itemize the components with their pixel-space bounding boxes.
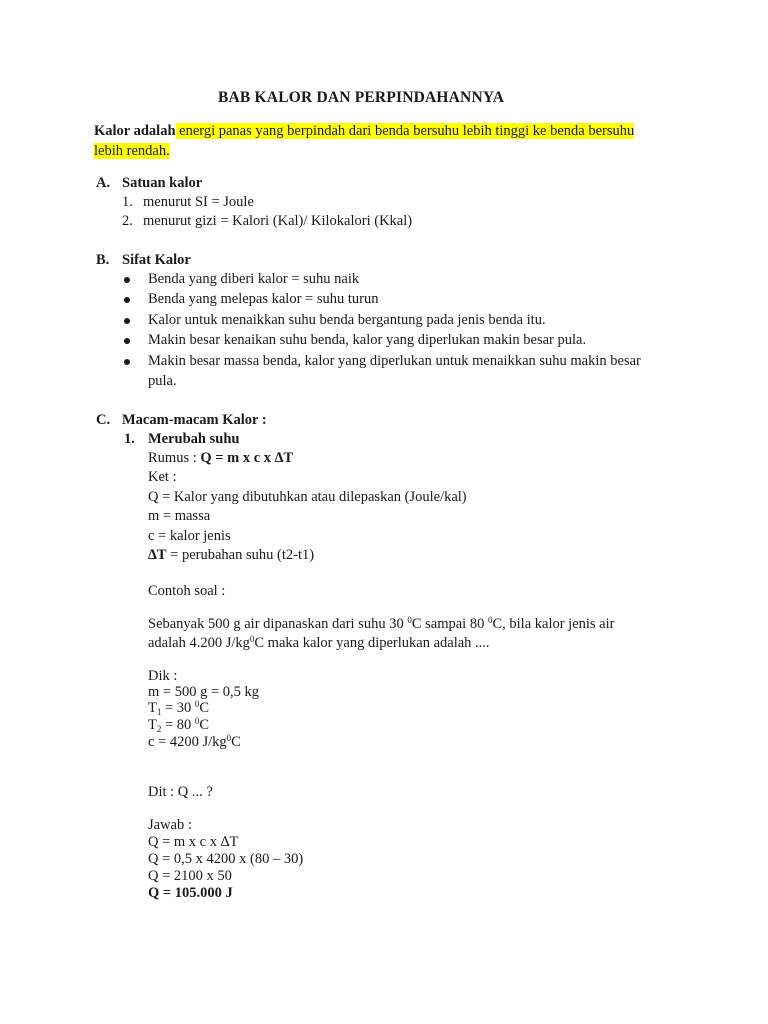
degree-sup: 0 bbox=[194, 699, 200, 709]
intro-line-1 bbox=[94, 123, 634, 140]
section-b-item-5-cont: pula. bbox=[148, 373, 177, 389]
section-b-heading: Sifat Kalor bbox=[122, 252, 191, 268]
section-b-item-1: Benda yang diberi kalor = suhu naik bbox=[148, 271, 360, 287]
ket-label: Ket : bbox=[148, 469, 177, 485]
degree-sup: 0 bbox=[249, 634, 255, 644]
jawab-step-1: Q = m x c x ∆T bbox=[148, 834, 239, 850]
dik-m: m = 500 g = 0,5 kg bbox=[148, 684, 260, 700]
bullet-icon bbox=[124, 318, 130, 324]
unit: C bbox=[231, 734, 241, 750]
dik-value: c = 4200 J/kg bbox=[148, 734, 227, 750]
ket-q: Q = Kalor yang dibutuhkan atau dilepaskan (Joule/kal) bbox=[148, 489, 467, 505]
jawab-step-3: Q = 2100 x 50 bbox=[148, 868, 232, 884]
section-a-item-2-num: 2. bbox=[122, 213, 133, 229]
dik-value: = 80 bbox=[161, 717, 195, 733]
dik-t1 bbox=[148, 700, 209, 717]
section-a-heading: Satuan kalor bbox=[122, 175, 203, 191]
jawab-step-2: Q = 0,5 x 4200 x (80 – 30) bbox=[148, 851, 304, 867]
subscript: 1 bbox=[156, 707, 162, 717]
ket-dt-text: = perubahan suhu (t2-t1) bbox=[166, 547, 315, 563]
section-a-item-1-num: 1. bbox=[122, 194, 133, 210]
dik-t-symbol: T bbox=[148, 700, 157, 716]
section-c-marker: C. bbox=[96, 412, 111, 428]
ket-m: m = massa bbox=[148, 508, 211, 524]
intro-definition-2: lebih rendah. bbox=[94, 143, 170, 159]
page-title: BAB KALOR DAN PERPINDAHANNYA bbox=[218, 89, 505, 106]
section-b-marker: B. bbox=[96, 252, 110, 268]
degree-sup: 0 bbox=[194, 716, 200, 726]
contoh-soal-label: Contoh soal : bbox=[148, 583, 226, 599]
soal-line-2 bbox=[148, 635, 490, 652]
ket-c: c = kalor jenis bbox=[148, 528, 231, 544]
jawab-result: Q = 105.000 J bbox=[148, 885, 233, 901]
soal-line-1 bbox=[148, 616, 614, 633]
subscript: 2 bbox=[156, 724, 162, 734]
degree-sup: 0 bbox=[407, 615, 412, 625]
section-c-sub1-num: 1. bbox=[124, 431, 135, 447]
section-c-sub1-heading: Merubah suhu bbox=[148, 431, 240, 447]
degree-sup: 0 bbox=[226, 733, 232, 743]
section-a-item-1: menurut SI = Joule bbox=[143, 194, 254, 210]
ket-dt bbox=[148, 547, 314, 564]
soal-text: Sebanyak 500 g air dipanaskan dari suhu 30 bbox=[148, 616, 408, 632]
bullet-icon bbox=[124, 338, 130, 344]
dik-label: Dik : bbox=[148, 668, 178, 684]
intro-line-2 bbox=[94, 143, 170, 160]
soal-text: C maka kalor yang diperlukan adalah .... bbox=[254, 635, 490, 651]
jawab-label: Jawab : bbox=[148, 817, 192, 833]
soal-text: C sampai 80 bbox=[411, 616, 488, 632]
intro-term: Kalor adalah bbox=[94, 123, 176, 139]
dik-c bbox=[148, 734, 241, 751]
dik-t-symbol: T bbox=[148, 717, 157, 733]
degree-sup: 0 bbox=[487, 615, 493, 625]
soal-text: adalah 4.200 J/kg bbox=[148, 635, 250, 651]
section-b-item-5: Makin besar massa benda, kalor yang diperlukan untuk menaikkan suhu makin besar bbox=[148, 353, 641, 369]
bullet-icon bbox=[124, 359, 130, 365]
unit: C bbox=[199, 700, 210, 716]
bullet-icon bbox=[124, 277, 130, 283]
dik-value: = 30 bbox=[161, 700, 195, 716]
rumus-formula: Q = m x c x ∆T bbox=[200, 450, 294, 466]
dit-line: Dit : Q ... ? bbox=[148, 784, 213, 800]
rumus-label: Rumus : bbox=[148, 450, 201, 466]
ket-dt-symbol: ∆T bbox=[148, 547, 167, 563]
bullet-icon bbox=[124, 297, 130, 303]
intro-definition-1: energi panas yang berpindah dari benda bersuhu lebih tinggi ke benda bersuhu bbox=[175, 123, 635, 139]
unit: C bbox=[199, 717, 210, 733]
section-a-marker: A. bbox=[96, 175, 111, 191]
section-a-item-2: menurut gizi = Kalori (Kal)/ Kilokalori (Kkal) bbox=[143, 213, 413, 229]
section-c-heading: Macam-macam Kalor : bbox=[122, 412, 267, 428]
dik-t2 bbox=[148, 717, 209, 734]
section-b-item-3: Kalor untuk menaikkan suhu benda bergantung pada jenis benda itu. bbox=[148, 312, 546, 328]
section-b-item-4: Makin besar kenaikan suhu benda, kalor yang diperlukan makin besar pula. bbox=[148, 332, 587, 348]
soal-text: C, bila kalor jenis air bbox=[492, 616, 615, 632]
section-b-item-2: Benda yang melepas kalor = suhu turun bbox=[148, 291, 379, 307]
rumus-line bbox=[148, 450, 293, 467]
